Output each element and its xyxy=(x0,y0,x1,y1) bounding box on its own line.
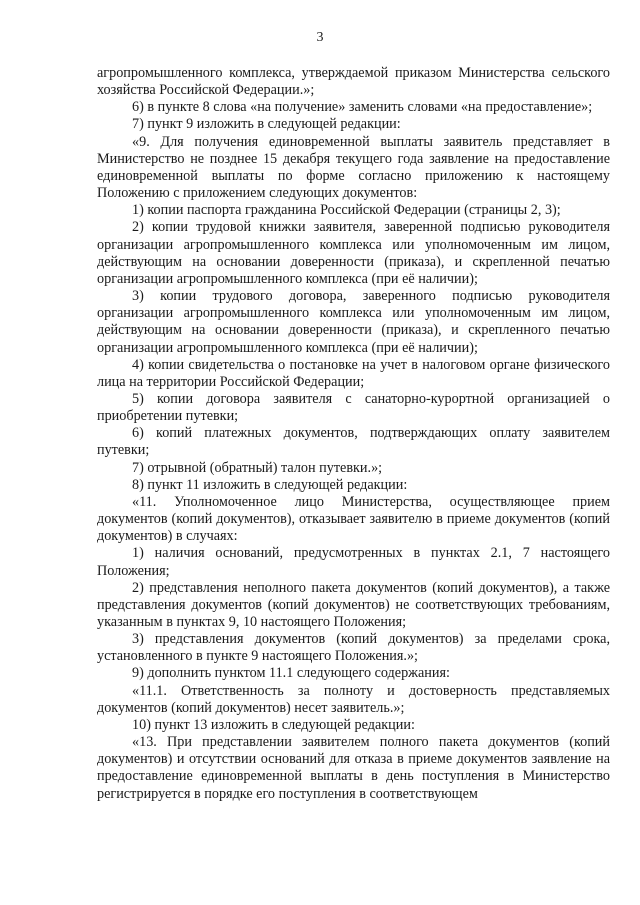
paragraph: 2) копии трудовой книжки заявителя, заверенной подписью руководителя организации агропромышленного комплекса или уполномоченным им лицом, действующим на основании доверенности (приказа), и скрепленной печатью организации агропромышленного комплекса (при её наличии); xyxy=(97,219,610,287)
paragraph: 3) представления документов (копий документов) за пределами срока, установленного в пункте 9 настоящего Положения.»; xyxy=(97,631,610,665)
paragraph: 8) пункт 11 изложить в следующей редакции: xyxy=(132,476,408,493)
paragraph: 6) копий платежных документов, подтверждающих оплату заявителем путевки; xyxy=(97,425,610,459)
page-number: 3 xyxy=(316,30,324,45)
paragraph: 3) копии трудового договора, заверенного подписью руководителя организации агропромышленного комплекса или уполномоченным им лицом, действующим на основании доверенности (приказа), и скрепленного печатью организации агропромышленного комплекса (при её наличии); xyxy=(97,288,610,356)
paragraph: 7) пункт 9 изложить в следующей редакции: xyxy=(132,116,401,133)
paragraph: 4) копии свидетельства о постановке на учет в налоговом органе физического лица на территории Российской Федерации; xyxy=(97,356,610,390)
paragraph: 1) копии паспорта гражданина Российской Федерации (страницы 2, 3); xyxy=(132,202,561,219)
paragraph: 1) наличия оснований, предусмотренных в пунктах 2.1, 7 настоящего Положения; xyxy=(97,545,610,579)
paragraph: 2) представления неполного пакета документов (копий документов), а также представления документов (копий документов) не соответствующих требованиям, указанным в пунктах 9, 10 настоящего Положения; xyxy=(97,579,610,630)
paragraph: 7) отрывной (обратный) талон путевки.»; xyxy=(132,459,383,476)
paragraph: агропромышленного комплекса, утверждаемой приказом Министерства сельского хозяйства Российской Федерации.»; xyxy=(97,65,610,99)
paragraph: 5) копии договора заявителя с санаторно-курортной организацией о приобретении путевки; xyxy=(97,390,610,425)
paragraph: «11. Уполномоченное лицо Министерства, осуществляющее прием документов (копий документов), отказывает заявителю в приеме документов (копий документов) в случаях: xyxy=(97,493,610,545)
paragraph: «13. При представлении заявителем полного пакета документов (копий документов) и отсутствии оснований для отказа в приеме документов заявление на предоставление единовременной выплаты в день поступления в Министерство регистрируется в порядке его поступления в соответствующем xyxy=(97,734,610,802)
paragraph: «11.1. Ответственность за полноту и достоверность представляемых документов (копий документов) несет заявитель.»; xyxy=(97,682,610,716)
document-body xyxy=(97,65,610,803)
paragraph: 9) дополнить пунктом 11.1 следующего содержания: xyxy=(132,665,450,682)
paragraph: 10) пункт 13 изложить в следующей редакции: xyxy=(132,716,415,733)
paragraph: «9. Для получения единовременной выплаты заявитель представляет в Министерство не позднее 15 декабря текущего года заявление на предоставление единовременной выплаты по форме согласно приложению к настоящему Положению с приложением следующих документов: xyxy=(97,133,610,202)
paragraph: 6) в пункте 8 слова «на получение» заменить словами «на предоставление»; xyxy=(132,99,593,116)
